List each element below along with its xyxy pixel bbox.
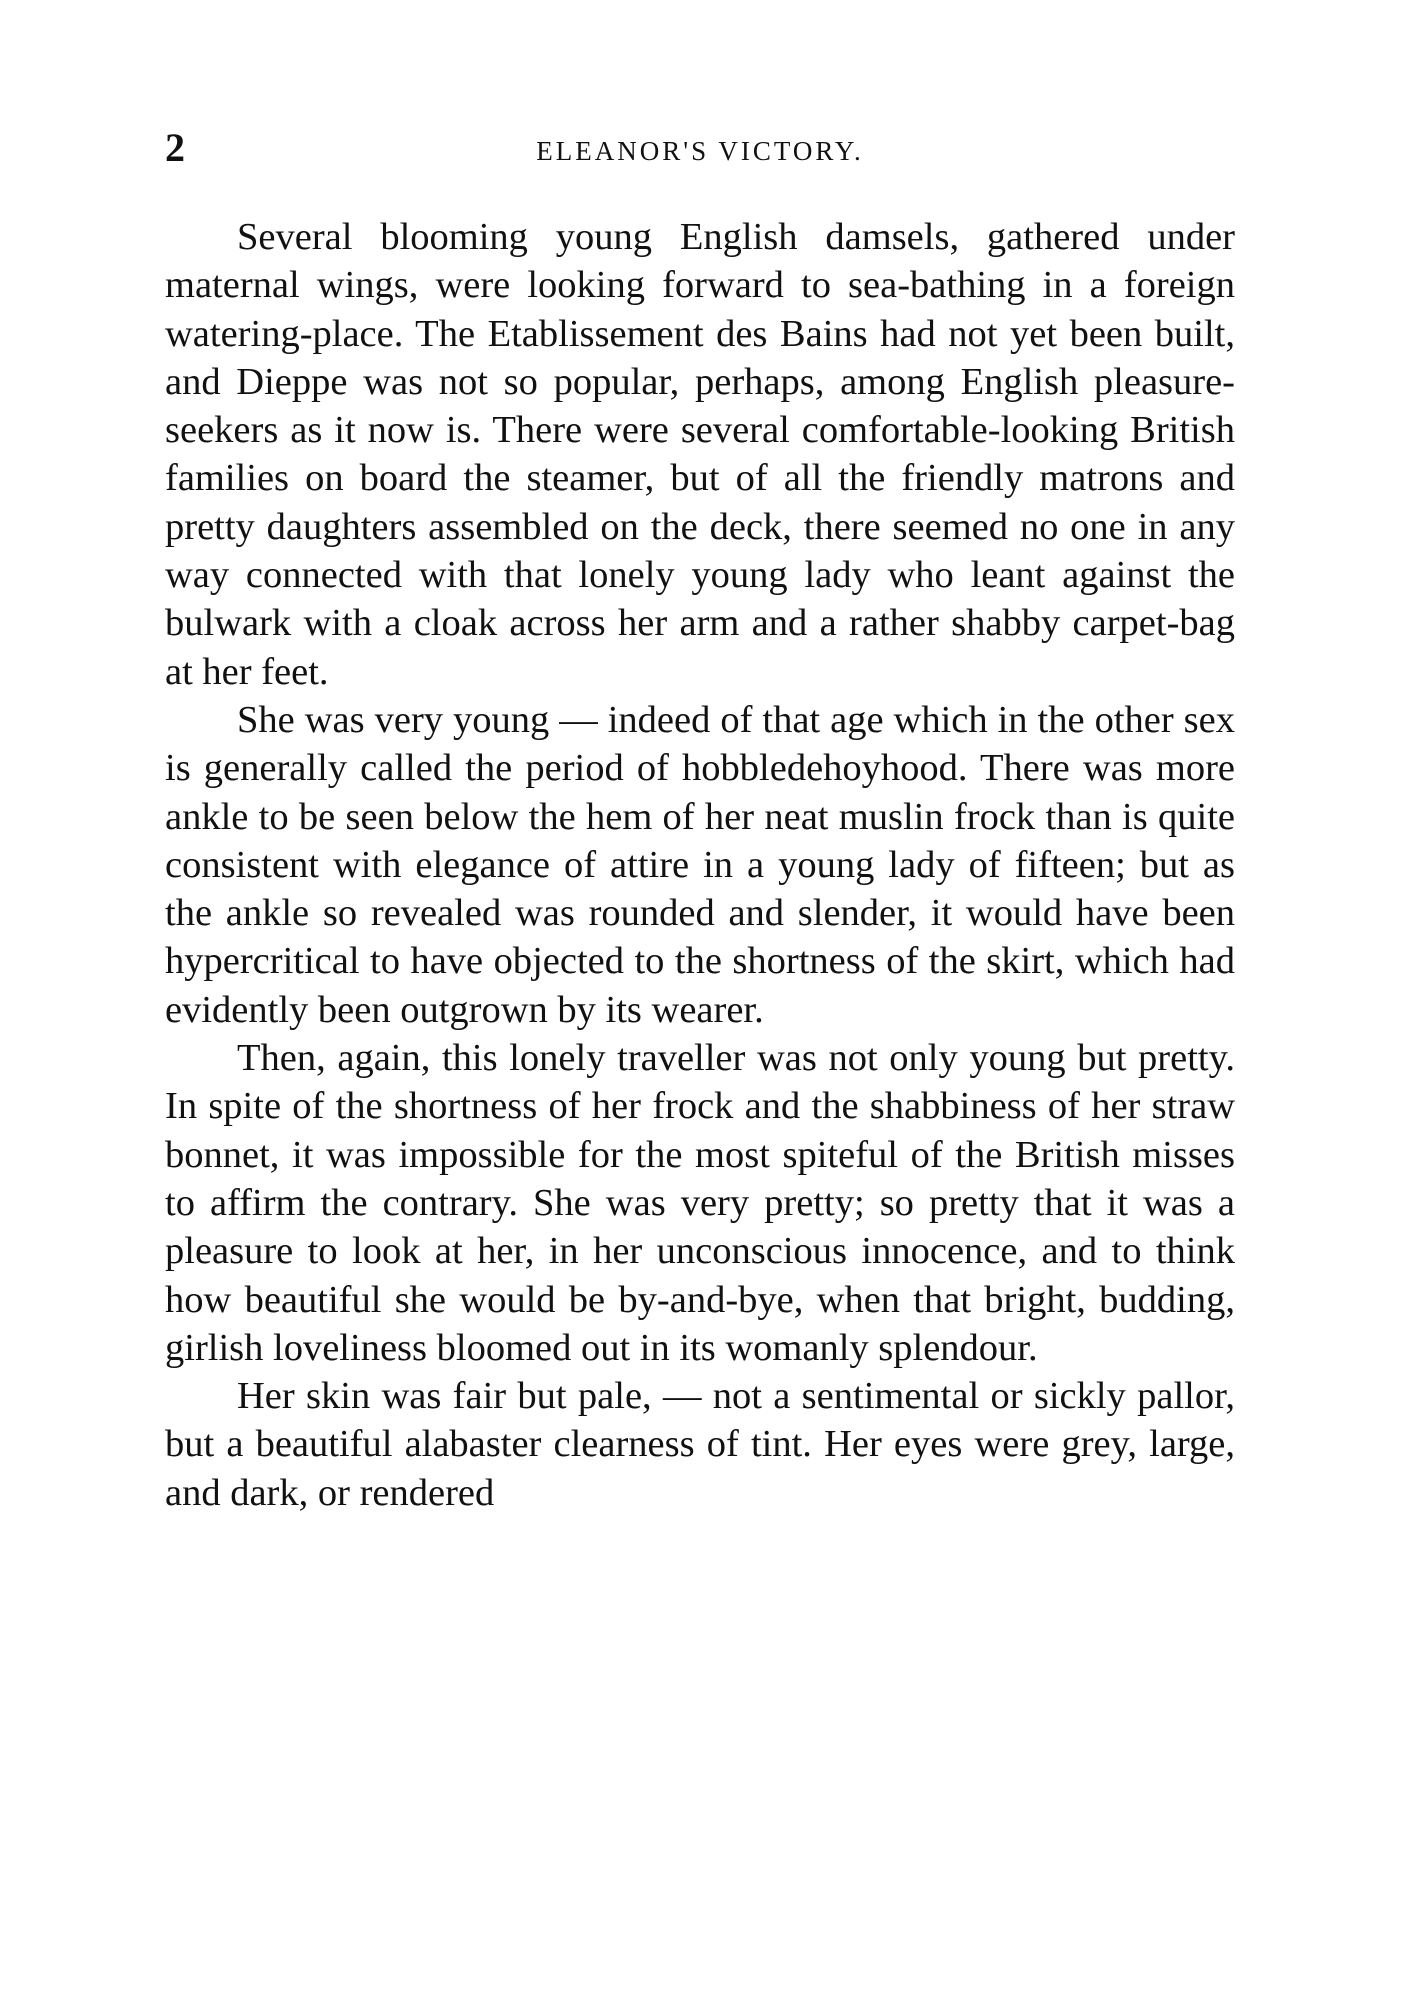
body-text bbox=[165, 213, 1235, 1517]
paragraph: Several blooming young English damsels, gathered under maternal wings, were looking forward to sea-bathing in a foreign watering-place. The Etablissement des Bains had not yet been built, and Dieppe was not so popular, perhaps, among English pleasure-seekers as it now is. There were several comfortable-looking British families on board the steamer, but of all the friendly matrons and pretty daughters assembled on the deck, there seemed no one in any way connected with that lonely young lady who leant against the bulwark with a cloak across her arm and a rather shabby carpet-bag at her feet. bbox=[165, 216, 1235, 693]
paragraph: Then, again, this lonely traveller was not only young but pretty. In spite of the shortness of her frock and the shabbiness of her straw bonnet, it was impossible for the most spiteful of the British misses to affirm the contrary. She was very pretty; so pretty that it was a pleasure to look at her, in her unconscious innocence, and to think how beautiful she would be by-and-bye, when that bright, budding, girlish loveliness bloomed out in its womanly splendour. bbox=[165, 1037, 1235, 1369]
running-title: ELEANOR'S VICTORY. bbox=[536, 136, 864, 166]
paragraph: Her skin was fair but pale, — not a sentimental or sickly pallor, but a beautiful alabaster clearness of tint. Her eyes were grey, large, and dark, or rendered bbox=[165, 1375, 1235, 1514]
paragraph: She was very young — indeed of that age which in the other sex is generally called the period of hobbledehoyhood. There was more ankle to be seen below the hem of her neat muslin frock than is quite consistent with elegance of attire in a young lady of fifteen; but as the ankle so revealed was rounded and slender, it would have been hypercritical to have objected to the shortness of the skirt, which had evidently been outgrown by its wearer. bbox=[165, 698, 1235, 1031]
page-header bbox=[165, 124, 1235, 174]
page-number: 2 bbox=[165, 125, 185, 170]
